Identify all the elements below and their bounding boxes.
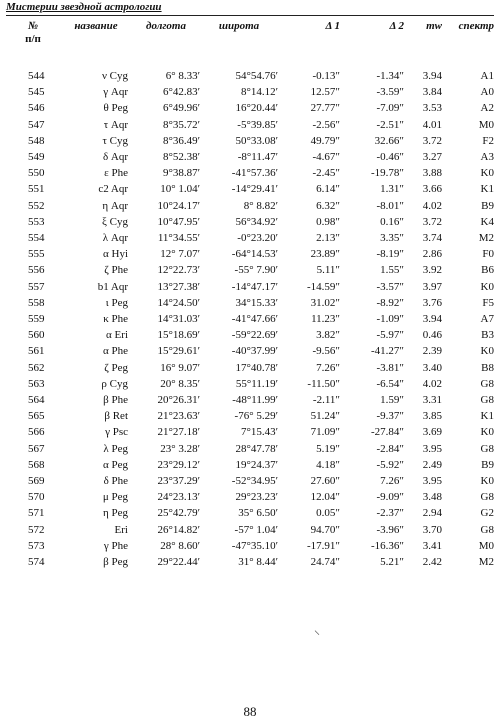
star-name-cell: c2 Aqr	[98, 183, 128, 196]
latitude-cell: -41°57.36′	[231, 167, 278, 180]
row-number-cell: 555	[28, 248, 45, 261]
spectral-class-cell: F2	[482, 134, 494, 147]
table-row	[6, 457, 494, 473]
star-name-cell: ζ Phe	[104, 264, 128, 277]
spectral-class-cell: A0	[480, 86, 494, 99]
magnitude-cell: 3.41	[422, 539, 442, 552]
delta2-cell: 5.21″	[380, 556, 404, 569]
latitude-cell: -47°35.10′	[231, 539, 278, 552]
row-number-cell: 567	[28, 442, 45, 455]
magnitude-cell: 3.31	[422, 394, 442, 407]
col-number-header: №	[27, 20, 39, 32]
page-number: 88	[243, 704, 257, 719]
delta1-cell: 11.23″	[311, 313, 340, 326]
longitude-cell: 26°14.82′	[157, 523, 200, 536]
col-delta2-header: Δ 2	[389, 20, 404, 32]
longitude-cell: 24°23.13′	[157, 491, 200, 504]
latitude-cell: 7°15.43′	[240, 426, 278, 439]
delta1-cell: 94.70″	[310, 523, 340, 536]
delta1-cell: 27.60″	[310, 475, 340, 488]
table-row	[6, 214, 494, 230]
delta2-cell: 0.16″	[380, 215, 404, 228]
magnitude-cell: 2.39	[422, 345, 442, 358]
row-number-cell: 551	[28, 183, 45, 196]
col-name-header: название	[74, 20, 118, 32]
latitude-cell: -8°11.47′	[237, 151, 278, 164]
delta2-cell: -1.34″	[376, 70, 404, 82]
table-row	[6, 133, 494, 149]
magnitude-cell: 3.40	[422, 361, 442, 374]
star-name-cell: ν Cyg	[101, 70, 128, 82]
star-name-cell: α Phe	[102, 345, 128, 358]
delta1-cell: 6.14″	[316, 183, 340, 196]
table-row	[6, 554, 494, 570]
longitude-cell: 10°24.17′	[157, 199, 200, 212]
star-name-cell: β Ret	[104, 410, 128, 423]
magnitude-cell: 3.69	[422, 426, 442, 439]
delta2-cell: -2.37″	[376, 507, 404, 520]
spectral-class-cell: K4	[480, 215, 494, 228]
row-number-cell: 548	[28, 134, 45, 147]
spectral-class-cell: F5	[482, 296, 494, 309]
row-number-cell: 559	[28, 313, 45, 326]
spectral-class-cell: A7	[480, 313, 494, 326]
delta1-cell: 23.89″	[310, 248, 340, 261]
spectral-class-cell: M2	[478, 232, 494, 245]
delta2-cell: -7.09″	[376, 102, 404, 115]
spectral-class-cell: B6	[481, 264, 494, 277]
delta2-cell: 1.31″	[380, 183, 404, 196]
row-number-cell: 572	[28, 523, 45, 536]
longitude-cell: 20°26.31′	[157, 394, 200, 407]
delta1-cell: 12.57″	[310, 86, 340, 99]
latitude-cell: 55°11.19′	[235, 377, 278, 390]
table-header-subrow	[6, 33, 494, 46]
delta1-cell: -2.56″	[312, 118, 340, 131]
row-number-cell: 570	[28, 491, 45, 504]
table-row	[6, 505, 494, 521]
magnitude-cell: 2.42	[422, 556, 442, 569]
col-longitude-header: долгота	[146, 20, 186, 32]
magnitude-cell: 2.49	[422, 458, 442, 471]
longitude-cell: 12° 7.07′	[160, 248, 200, 261]
star-name-cell: γ Aqr	[103, 86, 128, 99]
longitude-cell: 23° 3.28′	[160, 442, 200, 455]
table-header-row	[6, 20, 494, 33]
latitude-cell: 56°34.92′	[235, 215, 278, 228]
delta2-cell: -27.84″	[371, 426, 404, 439]
spectral-class-cell: M2	[478, 556, 494, 569]
spectral-class-cell: A3	[480, 151, 494, 164]
delta1-cell: -9.56″	[312, 345, 340, 358]
latitude-cell: 34°15.33′	[235, 296, 278, 309]
star-name-cell: δ Phe	[103, 475, 128, 488]
delta1-cell: 27.77″	[310, 102, 340, 115]
star-name-cell: b1 Aqr	[97, 280, 128, 293]
delta2-cell: 32.66″	[374, 134, 404, 147]
delta1-cell: -0.13″	[312, 70, 340, 82]
longitude-cell: 13°27.38′	[157, 280, 200, 293]
latitude-cell: -64°14.53′	[231, 248, 278, 261]
table-row	[6, 46, 494, 84]
longitude-cell: 14°24.50′	[157, 296, 200, 309]
latitude-cell: 19°24.37′	[235, 458, 278, 471]
latitude-cell: -59°22.69′	[231, 329, 278, 342]
delta2-cell: 7.26″	[380, 475, 404, 488]
magnitude-cell: 2.94	[422, 507, 442, 520]
delta1-cell: 0.05″	[316, 507, 340, 520]
magnitude-cell: 3.72	[422, 215, 442, 228]
latitude-cell: 54°54.76′	[235, 70, 278, 82]
row-number-cell: 568	[28, 458, 45, 471]
longitude-cell: 23°29.12′	[157, 458, 200, 471]
delta1-cell: 6.32″	[316, 199, 340, 212]
longitude-cell: 10° 1.04′	[160, 183, 200, 196]
latitude-cell: -41°47.66′	[231, 313, 278, 326]
table-row	[6, 343, 494, 359]
magnitude-cell: 4.02	[422, 377, 442, 390]
table-row	[6, 84, 494, 100]
delta1-cell: 71.09″	[310, 426, 340, 439]
latitude-cell: 8°14.12′	[240, 86, 278, 99]
latitude-cell: 29°23.23′	[235, 491, 278, 504]
latitude-cell: 16°20.44′	[235, 102, 278, 115]
latitude-cell: 17°40.78′	[235, 361, 278, 374]
delta1-cell: 24.74″	[310, 556, 340, 569]
delta2-cell: -9.37″	[376, 410, 404, 423]
delta2-cell: -5.97″	[376, 329, 404, 342]
longitude-cell: 6°49.96′	[162, 102, 200, 115]
star-name-cell: α Eri	[106, 329, 128, 342]
star-name-cell: τ Cyg	[102, 134, 128, 147]
delta1-cell: 51.24″	[310, 410, 340, 423]
latitude-cell: -52°34.95′	[231, 475, 278, 488]
magnitude-cell: 3.66	[422, 183, 442, 196]
stray-mark: ⸌	[314, 628, 321, 642]
delta1-cell: -17.91″	[307, 539, 340, 552]
longitude-cell: 15°18.69′	[157, 329, 200, 342]
magnitude-cell: 4.01	[422, 118, 442, 131]
magnitude-cell: 3.88	[422, 167, 442, 180]
longitude-cell: 23°37.29′	[157, 475, 200, 488]
spectral-class-cell: F0	[482, 248, 494, 261]
delta2-cell: 3.35″	[380, 232, 404, 245]
delta2-cell: -6.54″	[376, 377, 404, 390]
table-row	[6, 441, 494, 457]
magnitude-cell: 4.02	[422, 199, 442, 212]
longitude-cell: 9°38.87′	[162, 167, 200, 180]
star-name-cell: λ Aqr	[102, 232, 128, 245]
magnitude-cell: 3.95	[422, 475, 442, 488]
magnitude-cell: 3.92	[422, 264, 442, 277]
spectral-class-cell: G8	[480, 394, 494, 407]
row-number-cell: 574	[28, 556, 45, 569]
star-name-cell: κ Phe	[103, 313, 128, 326]
star-name-cell: λ Peg	[103, 442, 128, 455]
longitude-cell: 29°22.44′	[157, 556, 200, 569]
spectral-class-cell: G8	[480, 491, 494, 504]
longitude-cell: 16° 9.07′	[160, 361, 200, 374]
delta1-cell: -11.50″	[307, 377, 340, 390]
delta2-cell: -41.27″	[371, 345, 404, 358]
header-rule	[6, 15, 494, 16]
delta1-cell: 5.19″	[316, 442, 340, 455]
row-number-cell: 562	[28, 361, 45, 374]
star-name-cell: α Peg	[102, 458, 128, 471]
star-name-cell: γ Phe	[103, 539, 128, 552]
spectral-class-cell: K1	[480, 183, 494, 196]
table-row	[6, 473, 494, 489]
delta1-cell: -2.45″	[312, 167, 340, 180]
star-name-cell: ρ Cyg	[101, 377, 128, 390]
table-row	[6, 100, 494, 116]
table-row	[6, 295, 494, 311]
table-row	[6, 408, 494, 424]
star-name-cell: β Phe	[103, 394, 128, 407]
delta2-cell: -8.92″	[376, 296, 404, 309]
row-number-cell: 549	[28, 151, 45, 164]
table-row	[6, 522, 494, 538]
col-mw-header: mw	[426, 20, 442, 32]
table-row	[6, 538, 494, 554]
row-number-cell: 553	[28, 215, 45, 228]
delta1-cell: -14.59″	[307, 280, 340, 293]
latitude-cell: -57° 1.04′	[234, 523, 278, 536]
star-catalog-table	[6, 20, 494, 570]
table-row	[6, 246, 494, 262]
spectral-class-cell: M0	[478, 118, 494, 131]
magnitude-cell: 3.70	[422, 523, 442, 536]
col-number-subheader: п/п	[25, 33, 41, 45]
star-name-cell: ε Phe	[104, 167, 128, 180]
table-row	[6, 360, 494, 376]
longitude-cell: 8°36.49′	[162, 134, 200, 147]
longitude-cell: 25°42.79′	[157, 507, 200, 520]
row-number-cell: 544	[28, 70, 45, 82]
latitude-cell: 28°47.78′	[235, 442, 278, 455]
latitude-cell: 35° 6.50′	[238, 507, 278, 520]
longitude-cell: 21°27.18′	[157, 426, 200, 439]
table-row	[6, 198, 494, 214]
star-name-cell: μ Peg	[102, 491, 128, 504]
row-number-cell: 571	[28, 507, 45, 520]
latitude-cell: -14°47.17′	[231, 280, 278, 293]
magnitude-cell: 3.97	[422, 280, 442, 293]
delta1-cell: 0.98″	[316, 215, 340, 228]
spectral-class-cell: G2	[480, 507, 494, 520]
latitude-cell: -5°39.85′	[237, 118, 278, 131]
delta2-cell: -3.96″	[376, 523, 404, 536]
star-name-cell: Eri	[114, 523, 128, 536]
delta2-cell: -16.36″	[371, 539, 404, 552]
longitude-cell: 12°22.73′	[157, 264, 200, 277]
spectral-class-cell: A2	[480, 102, 494, 115]
spectral-class-cell: G8	[480, 377, 494, 390]
table-body	[6, 46, 494, 570]
magnitude-cell: 3.94	[422, 313, 442, 326]
spectral-class-cell: M0	[478, 539, 494, 552]
longitude-cell: 28° 8.60′	[160, 539, 200, 552]
spectral-class-cell: B9	[481, 199, 494, 212]
star-name-cell: γ Psc	[105, 426, 128, 439]
longitude-cell: 8°52.38′	[162, 151, 200, 164]
table-row	[6, 376, 494, 392]
delta2-cell: -8.19″	[376, 248, 404, 261]
row-number-cell: 564	[28, 394, 45, 407]
row-number-cell: 552	[28, 199, 45, 212]
delta2-cell: -1.09″	[376, 313, 404, 326]
table-row	[6, 165, 494, 181]
longitude-cell: 15°29.61′	[157, 345, 200, 358]
latitude-cell: 50°33.08′	[235, 134, 278, 147]
running-head: Мистерии звездной астрологии	[6, 1, 162, 13]
col-delta1-header: Δ 1	[325, 20, 340, 32]
delta1-cell: 3.82″	[316, 329, 340, 342]
delta2-cell: -3.81″	[376, 361, 404, 374]
longitude-cell: 21°23.63′	[157, 410, 200, 423]
delta2-cell: -2.51″	[376, 118, 404, 131]
delta2-cell: -3.57″	[376, 280, 404, 293]
spectral-class-cell: K1	[480, 410, 494, 423]
star-name-cell: θ Peg	[103, 102, 128, 115]
table-row	[6, 149, 494, 165]
longitude-cell: 14°31.03′	[157, 313, 200, 326]
row-number-cell: 565	[28, 410, 45, 423]
latitude-cell: -48°11.99′	[232, 394, 278, 407]
delta2-cell: -5.92″	[376, 458, 404, 471]
delta2-cell: -9.09″	[376, 491, 404, 504]
delta1-cell: 31.02″	[310, 296, 340, 309]
table-row	[6, 424, 494, 440]
row-number-cell: 557	[28, 280, 45, 293]
row-number-cell: 547	[28, 118, 45, 131]
delta2-cell: 1.55″	[380, 264, 404, 277]
table-row	[6, 230, 494, 246]
latitude-cell: -14°29.41′	[231, 183, 278, 196]
magnitude-cell: 2.86	[422, 248, 442, 261]
spectral-class-cell: K0	[480, 426, 494, 439]
latitude-cell: -0°23.20′	[237, 232, 278, 245]
row-number-cell: 560	[28, 329, 45, 342]
latitude-cell: -76° 5.29′	[234, 410, 278, 423]
star-name-cell: δ Aqr	[102, 151, 128, 164]
row-number-cell: 563	[28, 377, 45, 390]
col-latitude-header: широта	[218, 20, 260, 32]
delta2-cell: -8.01″	[376, 199, 404, 212]
delta2-cell: -2.84″	[376, 442, 404, 455]
star-name-cell: ξ Cyg	[102, 215, 128, 228]
delta1-cell: 49.79″	[310, 134, 340, 147]
delta1-cell: 5.11″	[316, 264, 340, 277]
magnitude-cell: 3.48	[422, 491, 442, 504]
table-row	[6, 279, 494, 295]
star-name-cell: ζ Peg	[104, 361, 128, 374]
delta2-cell: -0.46″	[376, 151, 404, 164]
row-number-cell: 558	[28, 296, 45, 309]
row-number-cell: 554	[28, 232, 45, 245]
row-number-cell: 569	[28, 475, 45, 488]
longitude-cell: 10°47.95′	[157, 215, 200, 228]
row-number-cell: 561	[28, 345, 45, 358]
magnitude-cell: 3.53	[422, 102, 442, 115]
star-name-cell: β Peg	[103, 556, 128, 569]
magnitude-cell: 3.85	[422, 410, 442, 423]
row-number-cell: 546	[28, 102, 45, 115]
magnitude-cell: 3.27	[422, 151, 442, 164]
delta1-cell: -2.11″	[312, 394, 340, 407]
spectral-class-cell: A1	[480, 70, 494, 82]
spectral-class-cell: G8	[480, 442, 494, 455]
table-row	[6, 262, 494, 278]
magnitude-cell: 3.95	[422, 442, 442, 455]
latitude-cell: -55° 7.90′	[234, 264, 278, 277]
longitude-cell: 6° 8.33′	[165, 70, 200, 82]
spectral-class-cell: K0	[480, 475, 494, 488]
row-number-cell: 566	[28, 426, 45, 439]
table-row	[6, 327, 494, 343]
spectral-class-cell: B8	[481, 361, 494, 374]
delta1-cell: 2.13″	[316, 232, 340, 245]
star-name-cell: τ Aqr	[103, 118, 128, 131]
star-name-cell: η Peg	[102, 507, 128, 520]
magnitude-cell: 3.94	[422, 70, 442, 82]
delta1-cell: 7.26″	[316, 361, 340, 374]
longitude-cell: 8°35.72′	[162, 118, 200, 131]
longitude-cell: 6°42.83′	[162, 86, 200, 99]
table-row	[6, 311, 494, 327]
delta2-cell: -19.78″	[371, 167, 404, 180]
magnitude-cell: 3.72	[422, 134, 442, 147]
magnitude-cell: 3.76	[422, 296, 442, 309]
table-row	[6, 181, 494, 197]
delta2-cell: 1.59″	[380, 394, 404, 407]
delta1-cell: -4.67″	[312, 151, 340, 164]
longitude-cell: 20° 8.35′	[160, 377, 200, 390]
table-row	[6, 489, 494, 505]
magnitude-cell: 3.74	[422, 232, 442, 245]
row-number-cell: 556	[28, 264, 45, 277]
row-number-cell: 550	[28, 167, 45, 180]
spectral-class-cell: K0	[480, 280, 494, 293]
spectral-class-cell: B9	[481, 458, 494, 471]
latitude-cell: 8° 8.82′	[243, 199, 278, 212]
delta1-cell: 12.04″	[310, 491, 340, 504]
star-name-cell: ι Peg	[105, 296, 128, 309]
spectral-class-cell: G8	[480, 523, 494, 536]
delta1-cell: 4.18″	[316, 458, 340, 471]
longitude-cell: 11°34.55′	[157, 232, 200, 245]
spectral-class-cell: K0	[480, 345, 494, 358]
magnitude-cell: 3.84	[422, 86, 442, 99]
latitude-cell: 31° 8.44′	[238, 556, 278, 569]
delta2-cell: -3.59″	[376, 86, 404, 99]
spectral-class-cell: K0	[480, 167, 494, 180]
table-row	[6, 392, 494, 408]
magnitude-cell: 0.46	[422, 329, 442, 342]
row-number-cell: 545	[28, 86, 45, 99]
latitude-cell: -40°37.99′	[231, 345, 278, 358]
spectral-class-cell: B3	[481, 329, 494, 342]
table-row	[6, 117, 494, 133]
col-spectrum-header: спектр	[458, 20, 494, 32]
star-name-cell: α Hyi	[102, 248, 128, 261]
row-number-cell: 573	[28, 539, 45, 552]
star-name-cell: η Aqr	[102, 199, 128, 212]
